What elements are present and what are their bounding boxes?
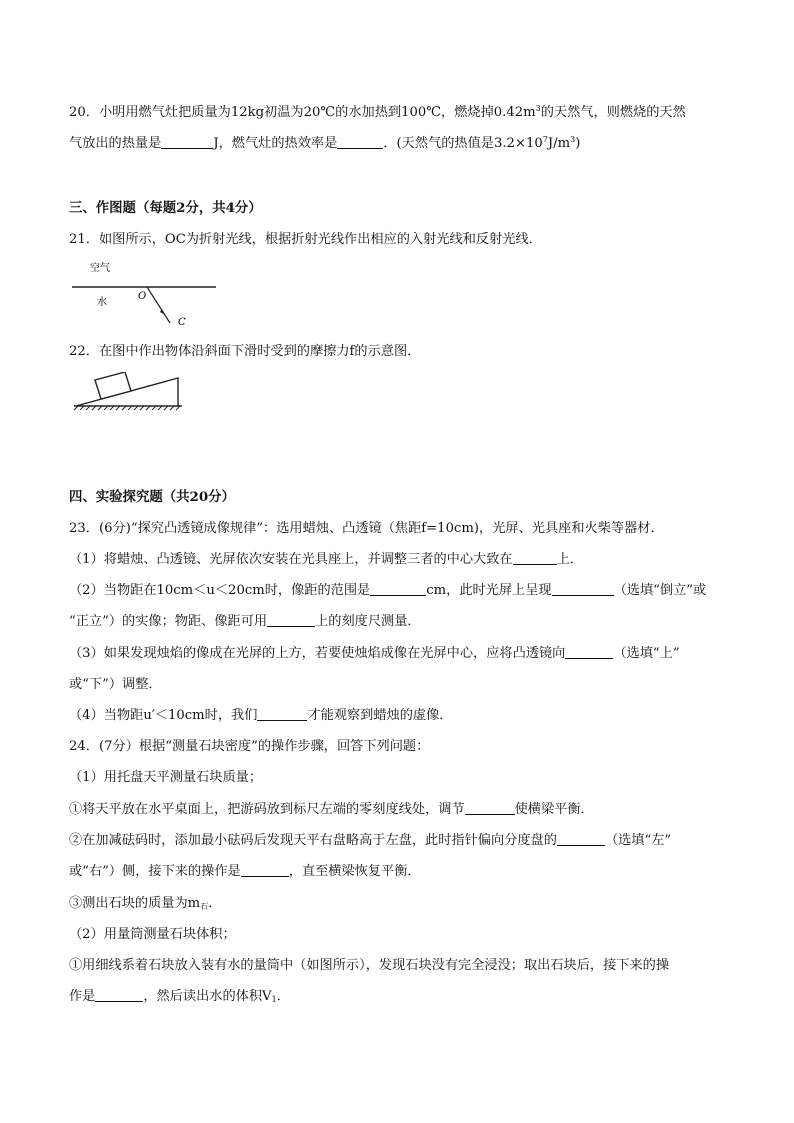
q24-step1a: ①将天平放在水平桌面上，把游码放到标尺左端的零刻度线处，调节 使横梁平衡． bbox=[69, 802, 594, 817]
q23-part1: （1）将蜡烛、凸透镜、光屏依次安装在光具座上，并调整三者的中心大致在 上． bbox=[69, 552, 583, 567]
q20-line2: 气放出的热量是 J，燃气灶的热效率是 ．(天然气的热值是$3.2\times 10^7J/m^3$) bbox=[69, 135, 581, 151]
section-title-experiment: 四、实验探究题（共20分） bbox=[69, 489, 235, 505]
q22-text: 22．在图中作出物体沿斜面下滑时受到的摩擦力f的示意图． bbox=[69, 344, 421, 359]
answer-blank[interactable] bbox=[552, 582, 614, 596]
q23-part2-line2: “正立”）的实像；物距、像距可用 上的刻度尺测量． bbox=[69, 614, 421, 629]
q24-step1: （1）用托盘天平测量石块质量； bbox=[69, 770, 263, 785]
q23-part3-line1: （3）如果发现烛焰的像成在光屏的上方，若要使烛焰成像在光屏中心，应将凸透镜向 （选填“上” bbox=[69, 646, 680, 661]
q24-step1b-line2: 或“右”）侧，接下来的操作是 ，直至横梁恢复平衡． bbox=[69, 864, 421, 879]
q24-step1b-line1: ②在加减砝码时，添加最小砝码后发现天平右盘略高于左盘，此时指针偏向分度盘的 （选填“左” bbox=[69, 833, 672, 848]
q24-intro: 24．(7分）根据“测量石块密度”的操作步骤，回答下列问题： bbox=[69, 739, 430, 754]
q24-step2: （2）用量筒测量石块体积； bbox=[69, 927, 236, 942]
q23-intro: 23．(6分)“探究凸透镜成像规律”：选用蜡烛、凸透镜（焦距f=10cm)，光屏、光具座和火柴等器材． bbox=[69, 521, 664, 536]
answer-blank[interactable] bbox=[557, 832, 605, 846]
air-label: 空气 bbox=[90, 263, 110, 274]
q23-part4: （4）当物距u′＜10cm时，我们 才能观察到蜡烛的虚像． bbox=[69, 708, 453, 723]
q21-text: 21．如图所示，OC为折射光线，根据折射光线作出相应的入射光线和反射光线． bbox=[69, 232, 542, 247]
answer-blank[interactable] bbox=[370, 582, 426, 596]
q24-step2a-line2: 作是 ，然后读出水的体积$V_1$． bbox=[69, 989, 290, 1004]
answer-blank[interactable] bbox=[257, 707, 307, 721]
answer-blank[interactable] bbox=[267, 613, 315, 627]
answer-blank[interactable] bbox=[513, 551, 557, 565]
q23-part3-line2: 或“下”）调整． bbox=[69, 677, 162, 692]
sliding-block bbox=[95, 372, 131, 399]
section-title-drawing: 三、作图题（每题2分，共4分） bbox=[69, 200, 262, 216]
refracted-ray-oc bbox=[147, 287, 170, 323]
answer-blank[interactable] bbox=[337, 135, 383, 149]
q24-step2a-line1: ①用细线系着石块放入装有水的量筒中（如图所示），发现石块没有完全浸没；取出石块后，接下来的操 bbox=[69, 958, 670, 973]
refraction-figure bbox=[68, 256, 228, 332]
answer-blank[interactable] bbox=[161, 135, 213, 149]
point-c-label: C bbox=[178, 317, 186, 328]
water-label: 水 bbox=[97, 297, 107, 308]
answer-blank[interactable] bbox=[95, 988, 143, 1002]
incline-figure bbox=[70, 372, 190, 440]
answer-blank[interactable] bbox=[465, 801, 515, 815]
answer-blank[interactable] bbox=[565, 645, 613, 659]
q20-line1: 20．小明用燃气灶把质量为12kg初温为20℃的水加热到100℃，燃烧掉$0.42m^3$的天然气，则燃烧的天然 bbox=[69, 104, 686, 120]
q24-step1c: ③测出石块的质量为$m_石$． bbox=[69, 896, 222, 911]
q23-part2-line1: （2）当物距在10cm＜u＜20cm时，像距的范围是 cm，此时光屏上呈现 （选填“倒立”或 bbox=[69, 583, 707, 598]
answer-blank[interactable] bbox=[241, 863, 289, 877]
point-o-label: O bbox=[138, 291, 147, 302]
